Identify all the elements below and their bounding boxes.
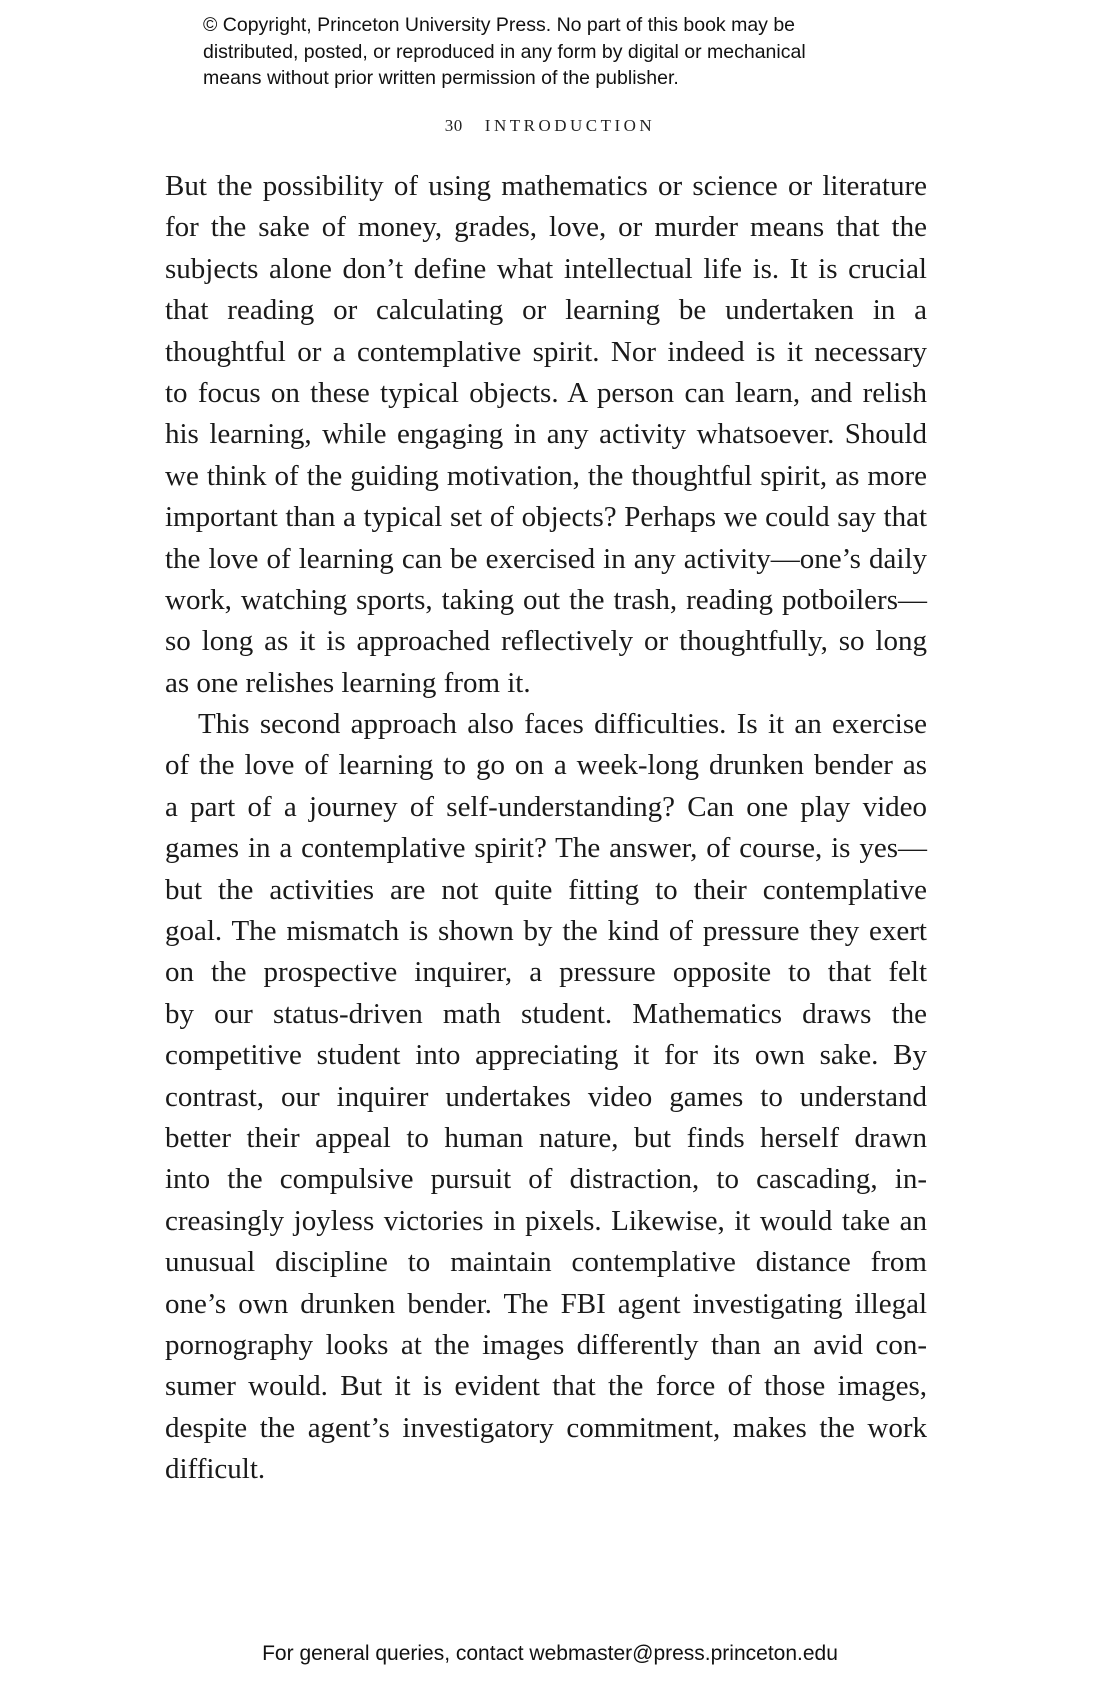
text-line: for the sake of money, grades, love, or murder means that the (165, 211, 927, 244)
body-text (165, 166, 927, 1491)
text-line: despite the agent’s investigatory commitment, makes the work (165, 1411, 927, 1444)
copyright-notice (203, 12, 923, 92)
text-line: better their appeal to human nature, but finds herself drawn (165, 1121, 927, 1154)
text-line: on the prospective inquirer, a pressure opposite to that felt (165, 956, 927, 989)
text-line: as one relishes learning from it. (165, 666, 531, 699)
text-line: a part of a journey of self-understanding? Can one play video (165, 790, 927, 823)
text-line: goal. The mismatch is shown by the kind of pressure they exert (165, 915, 927, 948)
copyright-line: distributed, posted, or reproduced in any form by digital or mechanical (203, 40, 806, 63)
text-line: of the love of learning to go on a week-long drunken bender as (165, 749, 927, 782)
text-line: that reading or calculating or learning be undertaken in a (165, 294, 927, 327)
text-line: sumer would. But it is evident that the force of those images, (165, 1370, 927, 1403)
running-title: INTRODUCTION (484, 116, 656, 135)
text-line: important than a typical set of objects? Perhaps we could say that (165, 501, 927, 534)
text-line: into the compulsive pursuit of distraction, to cascading, in- (165, 1163, 927, 1196)
text-line: so long as it is approached reflectively or thoughtfully, so long (165, 625, 927, 658)
text-line: to focus on these typical objects. A person can learn, and relish (165, 376, 927, 409)
text-line: competitive student into appreciating it for its own sake. By (165, 1039, 927, 1072)
text-line: creasingly joyless victories in pixels. Likewise, it would take an (165, 1204, 927, 1237)
text-line: contrast, our inquirer undertakes video games to understand (165, 1080, 927, 1113)
text-line: games in a contemplative spirit? The answer, of course, is yes— (165, 832, 927, 865)
text-line: one’s own drunken bender. The FBI agent investigating illegal (165, 1287, 927, 1320)
text-line: his learning, while engaging in any activity whatsoever. Should (165, 418, 927, 451)
text-line: pornography looks at the images differently than an avid con- (165, 1328, 927, 1361)
text-line: by our status-driven math student. Mathematics draws the (165, 997, 927, 1030)
paragraph-1 (165, 166, 927, 704)
copyright-line: © Copyright, Princeton University Press. No part of this book may be (203, 14, 796, 36)
footer-contact: For general queries, contact webmaster@press.princeton.edu (262, 1642, 838, 1665)
text-line: But the possibility of using mathematics or science or literature (165, 170, 927, 202)
text-line: we think of the guiding motivation, the thoughtful spirit, as more (165, 459, 927, 492)
text-line: the love of learning can be exercised in any activity—one’s daily (165, 542, 927, 575)
running-head (0, 116, 1100, 136)
text-line: unusual discipline to maintain contemplative distance from (165, 1246, 927, 1279)
page-number: 30 (444, 116, 463, 135)
text-line: This second approach also faces difficulties. Is it an exercise (198, 708, 927, 741)
text-line: thoughtful or a contemplative spirit. Nor indeed is it necessary (165, 335, 927, 368)
copyright-line: means without prior written permission of the publisher. (203, 67, 679, 89)
text-line: but the activities are not quite fitting to their contemplative (165, 873, 927, 906)
text-line: difficult. (165, 1453, 266, 1486)
text-line: subjects alone don’t define what intellectual life is. It is crucial (165, 252, 927, 285)
text-line: work, watching sports, taking out the trash, reading potboilers— (165, 583, 927, 616)
paragraph-2 (165, 704, 927, 1490)
